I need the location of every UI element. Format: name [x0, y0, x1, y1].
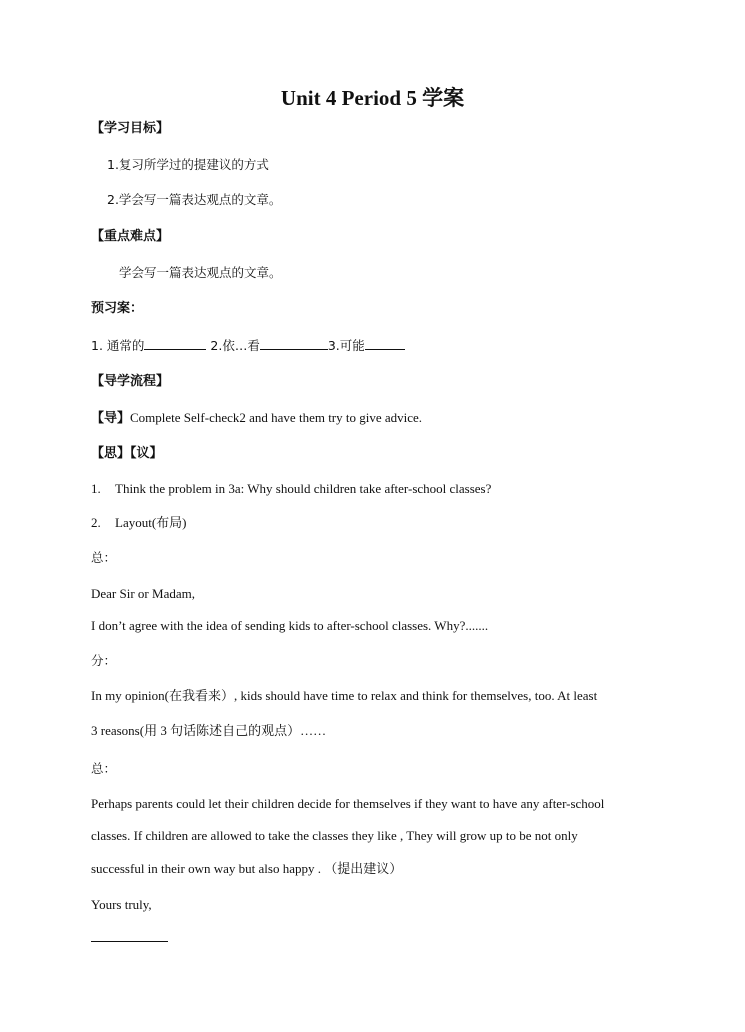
signature-blank[interactable]	[91, 941, 168, 942]
think-item-2-text: Layout(布局)	[115, 515, 187, 530]
objectives-heading: 【学习目标】	[91, 121, 170, 136]
summary-label-2: 总：	[91, 761, 117, 776]
key-points-heading: 【重点难点】	[91, 229, 170, 244]
think-item-1	[91, 480, 492, 498]
dao-text: Complete Self-check2 and have them try to give advice.	[130, 410, 423, 425]
key-points-text: 学会写一篇表达观点的文章。	[119, 265, 282, 280]
letter-greeting: Dear Sir or Madam,	[91, 586, 195, 601]
preview-item-2-label: 2.依…看	[210, 338, 260, 353]
guide-dao	[91, 409, 422, 428]
guide-heading: 【导学流程】	[91, 374, 170, 389]
preview-items	[91, 337, 405, 355]
letter-conclusion-line-3: successful in their own way but also happy . （提出建议）	[91, 861, 403, 876]
answer-blank-1[interactable]	[144, 337, 206, 350]
think-item-1-text: Think the problem in 3a: Why should children take after-school classes?	[115, 481, 492, 496]
letter-conclusion-line-2: classes. If children are allowed to take the classes they like , They will grow up to be not only	[91, 828, 578, 843]
think-heading: 【思】【议】	[91, 446, 163, 461]
preview-item-3-label: 3.可能	[327, 338, 365, 353]
page-title: Unit 4 Period 5 学案	[280, 86, 465, 110]
answer-blank-2[interactable]	[260, 337, 328, 350]
letter-intro: I don’t agree with the idea of sending kids to after-school classes. Why?.......	[91, 618, 489, 633]
think-item-2-number: 2.	[91, 515, 101, 530]
letter-closing: Yours truly,	[91, 897, 152, 912]
answer-blank-3[interactable]	[365, 337, 405, 350]
objective-item-1: 1.复习所学过的提建议的方式	[107, 157, 269, 172]
think-item-2	[91, 514, 187, 532]
detail-label: 分：	[91, 653, 117, 668]
objective-item-2: 2.学会写一篇表达观点的文章。	[107, 192, 282, 207]
preview-item-1-label: 1. 通常的	[91, 338, 145, 353]
preview-heading: 预习案：	[91, 301, 144, 316]
summary-label-1: 总：	[91, 550, 117, 565]
letter-body-line-2: 3 reasons(用 3 句话陈述自己的观点）……	[91, 723, 327, 738]
dao-label: 【导】	[91, 411, 131, 426]
think-item-1-number: 1.	[91, 481, 101, 496]
letter-conclusion-line-1: Perhaps parents could let their children decide for themselves if they want to have any after-school	[91, 796, 605, 811]
letter-body-line-1: In my opinion(在我看来）, kids should have time to relax and think for themselves, too. At least	[91, 688, 598, 703]
